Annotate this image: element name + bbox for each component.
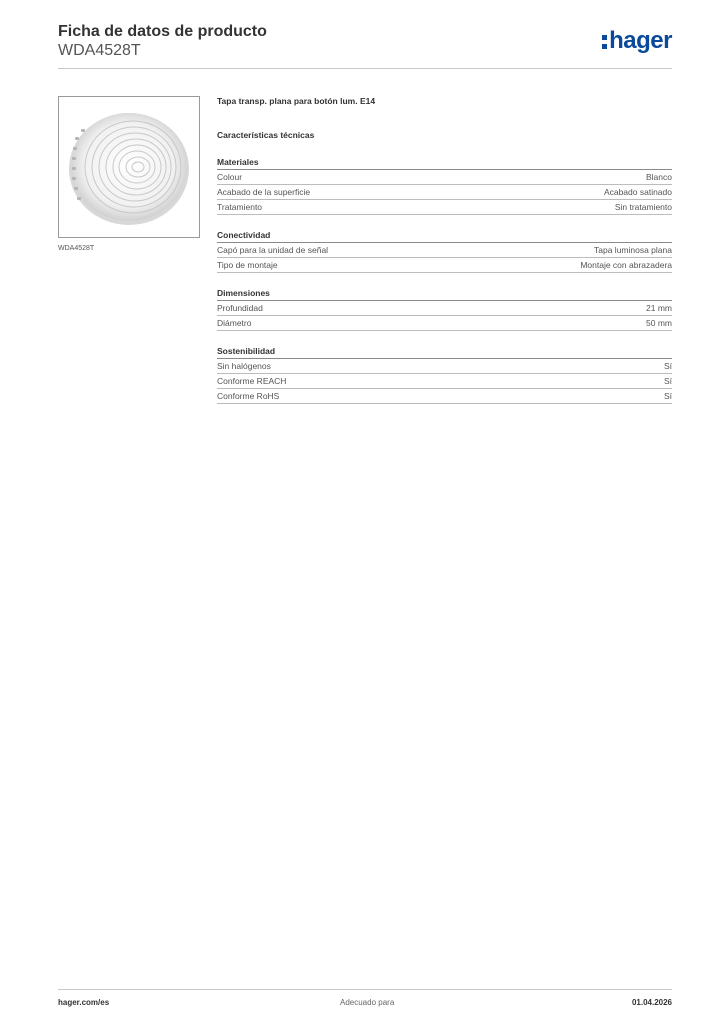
spec-value: Blanco xyxy=(646,172,672,182)
product-image xyxy=(58,96,200,238)
spec-label: Tipo de montaje xyxy=(217,260,278,270)
document-title: Ficha de datos de producto xyxy=(58,23,267,40)
spec-value: Montaje con abrazadera xyxy=(580,260,672,270)
footer-note: Adecuado para xyxy=(340,998,395,1007)
lens-cap-icon xyxy=(59,97,199,237)
section-dimensiones xyxy=(217,287,672,331)
section-title: Dimensiones xyxy=(217,287,672,301)
spec-label: Conforme RoHS xyxy=(217,391,280,401)
spec-row xyxy=(217,301,672,316)
section-title: Sostenibilidad xyxy=(217,345,672,359)
logo-text: hager xyxy=(609,27,672,54)
spec-row xyxy=(217,258,672,273)
footer-date: 01.04.2026 xyxy=(631,998,672,1007)
spec-content xyxy=(217,96,672,404)
spec-value: Sí xyxy=(663,376,672,386)
section-sostenibilidad xyxy=(217,345,672,404)
spec-value: Tapa luminosa plana xyxy=(594,245,672,255)
image-caption: WDA4528T xyxy=(58,245,95,252)
spec-label: Tratamiento xyxy=(217,202,263,212)
section-title: Materiales xyxy=(217,156,672,170)
spec-row xyxy=(217,243,672,258)
spec-row xyxy=(217,200,672,215)
logo-mark-icon xyxy=(602,33,608,49)
spec-row xyxy=(217,374,672,389)
footer-divider xyxy=(58,989,672,990)
hager-logo xyxy=(602,28,672,54)
spec-value: Sin tratamiento xyxy=(614,202,672,212)
tech-characteristics-heading: Características técnicas xyxy=(217,130,315,140)
spec-label: Acabado de la superficie xyxy=(217,187,311,197)
spec-value: 21 mm xyxy=(646,303,672,313)
section-materiales xyxy=(217,156,672,215)
spec-label: Capó para la unidad de señal xyxy=(217,245,329,255)
spec-row xyxy=(217,316,672,331)
spec-row xyxy=(217,170,672,185)
section-conectividad xyxy=(217,229,672,273)
spec-value: Sí xyxy=(663,361,672,371)
spec-label: Diámetro xyxy=(217,318,252,328)
spec-row xyxy=(217,389,672,404)
product-code: WDA4528T xyxy=(58,42,141,59)
spec-value: 50 mm xyxy=(646,318,672,328)
section-title: Conectividad xyxy=(217,229,672,243)
header-divider xyxy=(58,68,672,69)
product-description: Tapa transp. plana para botón lum. E14 xyxy=(217,96,376,106)
spec-value: Acabado satinado xyxy=(603,187,672,197)
spec-label: Colour xyxy=(217,172,243,182)
spec-row xyxy=(217,185,672,200)
spec-label: Profundidad xyxy=(217,303,263,313)
spec-value: Sí xyxy=(663,391,672,401)
spec-label: Sin halógenos xyxy=(217,361,271,371)
spec-row xyxy=(217,359,672,374)
spec-label: Conforme REACH xyxy=(217,376,287,386)
document-header xyxy=(58,22,267,60)
footer-website-link[interactable]: hager.com/es xyxy=(58,998,110,1007)
